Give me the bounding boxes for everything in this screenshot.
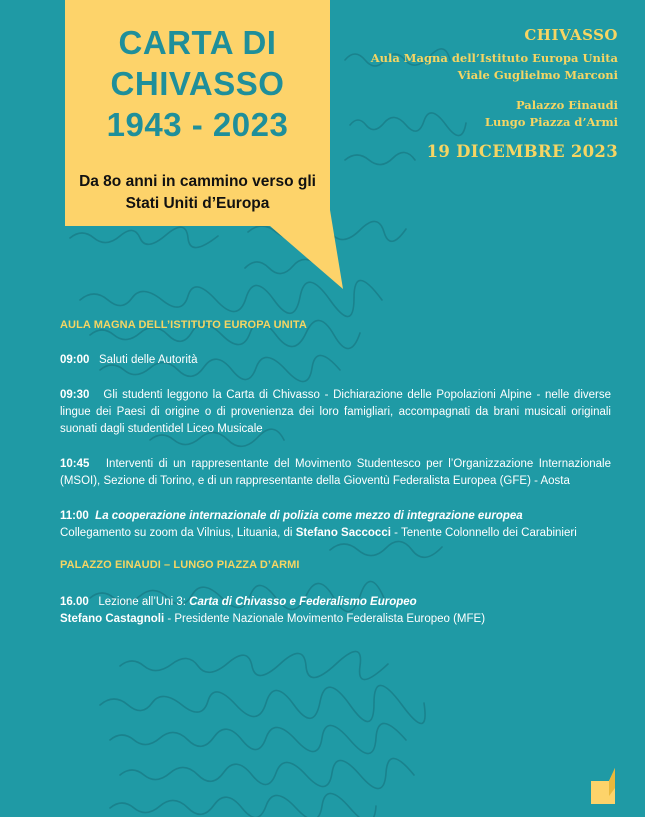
item-text: Gli studenti leggono la Carta di Chivasso - Dichiarazione delle Popolazioni Alpine - nelle diverse lingue dei Paesi di origine o di provenienza dei loro famigliari, accompagnati da brani musicali originali suonati dagli studentidel Liceo Musicale [60,389,611,435]
item-text: Saluti delle Autorità [99,354,198,366]
venue-line-4: Lungo Piazza d’Armi [484,115,618,129]
title-line-2: CHIVASSO [110,65,285,102]
page-subtitle [65,171,330,215]
bookmark-corner-icon [591,768,615,804]
subtitle-line-2: Stati Uniti d’Europa [125,195,270,212]
venue-city: CHIVASSO [524,26,618,44]
speaker-name: Stefano Castagnoli [60,613,165,625]
program-item-1045 [60,456,611,490]
section-heading-aula-magna: AULA MAGNA DELL’ISTITUTO EUROPA UNITA [60,319,307,331]
item-time: 16.00 [60,596,89,608]
speaker-role: - Tenente Colonnello dei Carabinieri [394,527,577,539]
item-text: Collegamento su zoom da Vilnius, Lituania, di [60,527,293,539]
venue-line-1: Aula Magna dell’Istituto Europa Unita [370,51,618,65]
venue-line-2: Viale Guglielmo Marconi [457,68,618,82]
speaker-name: Stefano Saccocci [295,527,391,539]
program [60,317,611,628]
item-time: 09:00 [60,354,90,366]
item-time: 10:45 [60,458,90,470]
program-item-1100 [60,508,611,542]
venue-info [371,26,618,161]
venue-line-3: Palazzo Einaudi [515,98,618,112]
section-heading-palazzo-einaudi: PALAZZO EINAUDI – LUNGO PIAZZA D’ARMI [60,559,300,571]
subtitle-line-1: Da 8o anni in cammino verso gli [79,173,316,190]
event-date: 19 DICEMBRE 2023 [426,142,618,161]
page-title [65,22,330,145]
speaker-role: - Presidente Nazionale Movimento Federalista Europeo (MFE) [167,613,486,625]
title-callout [65,0,345,289]
item-text: Interventi di un rappresentante del Movimento Studentesco per l’Organizzazione Internazionale (MSOI), Sezione di Torino, e di un rappresentante della Gioventù Federalista Europea (GFE) - Aosta [60,458,611,487]
title-line-1: CARTA DI [118,24,277,61]
title-line-3: 1943 - 2023 [106,106,289,143]
item-title: Carta di Chivasso e Federalismo Europeo [189,596,417,608]
item-text: Lezione all’Uni 3: [98,596,186,608]
program-item-0900 [60,352,611,369]
item-time: 11:00 [60,510,89,522]
program-item-1600 [60,594,611,628]
item-time: 09:30 [60,389,90,401]
item-title: La cooperazione internazionale di polizia come mezzo di integrazione europea [95,510,523,522]
program-item-0930 [60,387,611,438]
